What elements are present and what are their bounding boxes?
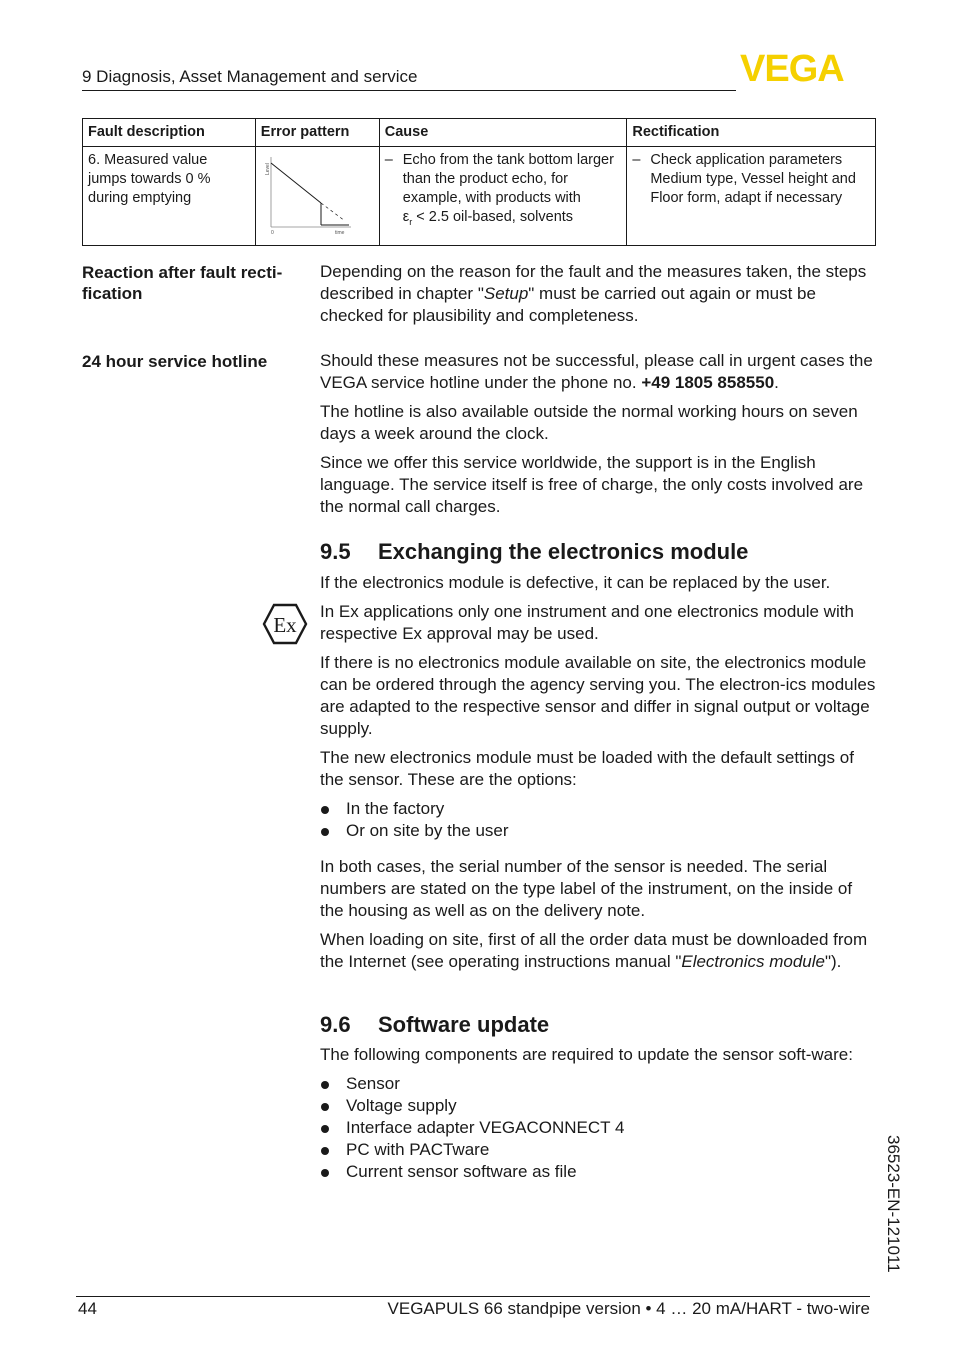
document-code: 36523-EN-121011: [884, 1135, 903, 1273]
dash-marker: –: [384, 152, 393, 168]
reaction-text-part: " must be carried out again or must be checked for plausibility and completeness.: [320, 284, 816, 325]
cause-epsilon-subscript: r: [409, 216, 413, 227]
section-number: 9.6: [320, 1012, 351, 1037]
table-header-row: [83, 119, 876, 147]
cause-tail: < 2.5 oil-based, solvents: [412, 209, 574, 225]
list-item: Voltage supply: [320, 1095, 878, 1117]
list-item: PC with PACTware: [320, 1139, 878, 1161]
list-item: Or on site by the user: [320, 820, 878, 842]
reaction-text-part: Depending on the reason for the fault and the measures taken, the steps described in chapter ": [320, 262, 867, 303]
paragraph: If the electronics module is defective, it can be replaced by the user.: [320, 573, 831, 592]
cause-text: Echo from the tank bottom larger than the product echo, for example, with products with: [402, 152, 614, 206]
dash-marker: –: [632, 152, 641, 168]
ex-hazard-icon: [262, 603, 308, 650]
manual-ref: Electronics module: [681, 952, 825, 971]
hotline-text: [320, 350, 878, 525]
svg-text:VEGA: VEGA: [740, 50, 844, 86]
section-title: Software update: [378, 1012, 550, 1037]
components-list: [320, 1073, 878, 1183]
section-9-6-body: [320, 1044, 878, 1183]
paragraph: The following components are required to update the sensor soft-ware:: [320, 1045, 853, 1064]
error-pattern-graph: [261, 151, 371, 235]
section-title: Exchanging the electronics module: [378, 539, 749, 564]
graph-xlabel: time: [334, 230, 345, 235]
paragraph-part: When loading on site, first of all the order data must be downloaded from the Internet (see operating instructions manual ": [320, 930, 868, 971]
section-9-5-body: [320, 572, 878, 980]
rectification-cell: [627, 147, 876, 246]
section-number: 9.5: [320, 539, 351, 564]
list-item: Sensor: [320, 1073, 878, 1095]
list-item: Interface adapter VEGACONNECT 4: [320, 1117, 878, 1139]
page-number: 44: [78, 1299, 97, 1318]
reaction-label: Reaction after fault recti-fication: [82, 263, 283, 303]
column-header: Error pattern: [255, 119, 379, 147]
ex-icon-label: Ex: [273, 613, 297, 637]
list-item: In the factory: [320, 798, 878, 820]
fault-description-cell: 6. Measured value jumps towards 0 % during emptying: [83, 147, 256, 246]
graph-origin: 0: [270, 230, 274, 235]
list-item: Current sensor software as file: [320, 1161, 878, 1183]
paragraph: In Ex applications only one instrument and one electronics module with respective Ex approval may be used.: [320, 602, 854, 643]
paragraph: The new electronics module must be loaded with the default settings of the sensor. These are the options:: [320, 748, 854, 789]
section-heading-9-5: [320, 539, 748, 565]
hotline-label: 24 hour service hotline: [82, 352, 268, 371]
table-row: [83, 147, 876, 246]
vega-logo: [740, 50, 874, 91]
footer-rule: [76, 1296, 870, 1297]
cause-cell: [379, 147, 627, 246]
rectification-text: Check application parameters Medium type, Vessel height and Floor form, adapt if necessary: [650, 152, 856, 206]
paragraph: In both cases, the serial number of the sensor is needed. The serial numbers are stated on the type label of the instrument, on the inside of the housing as well as on the delivery note.: [320, 857, 853, 920]
hotline-text-part: Should these measures not be successful, please call in urgent cases the VEGA service hotline under the phone no.: [320, 351, 873, 392]
column-header: Fault description: [83, 119, 256, 147]
cause-epsilon: ε: [402, 209, 410, 225]
setup-chapter-ref: Setup: [483, 284, 529, 303]
hotline-phone: +49 1805 858550: [641, 373, 775, 392]
footer-document-title: VEGAPULS 66 standpipe version • 4 … 20 mA/HART - two-wire: [387, 1299, 870, 1318]
fault-table: [82, 118, 876, 246]
hotline-text-part: .: [774, 373, 779, 392]
running-header: 9 Diagnosis, Asset Management and service: [82, 67, 418, 86]
paragraph: If there is no electronics module available on site, the electronics module can be ordered through the agency serving you. The electron-ics modules are adapted to the respective sensor and differ in signal output or voltage supply.: [320, 653, 876, 738]
options-list: [320, 798, 878, 842]
graph-ylabel: Level: [264, 163, 271, 175]
error-pattern-cell: [255, 147, 379, 246]
paragraph-part: ").: [824, 952, 842, 971]
section-heading-9-6: [320, 1012, 549, 1038]
hotline-paragraph: Since we offer this service worldwide, the support is in the English language. The service itself is free of charge, the only costs involved are the normal call charges.: [320, 453, 864, 516]
reaction-text: [320, 261, 878, 334]
column-header: Cause: [379, 119, 627, 147]
hotline-paragraph: The hotline is also available outside the normal working hours on seven days a week around the clock.: [320, 402, 858, 443]
header-rule: [82, 90, 736, 91]
column-header: Rectification: [627, 119, 876, 147]
